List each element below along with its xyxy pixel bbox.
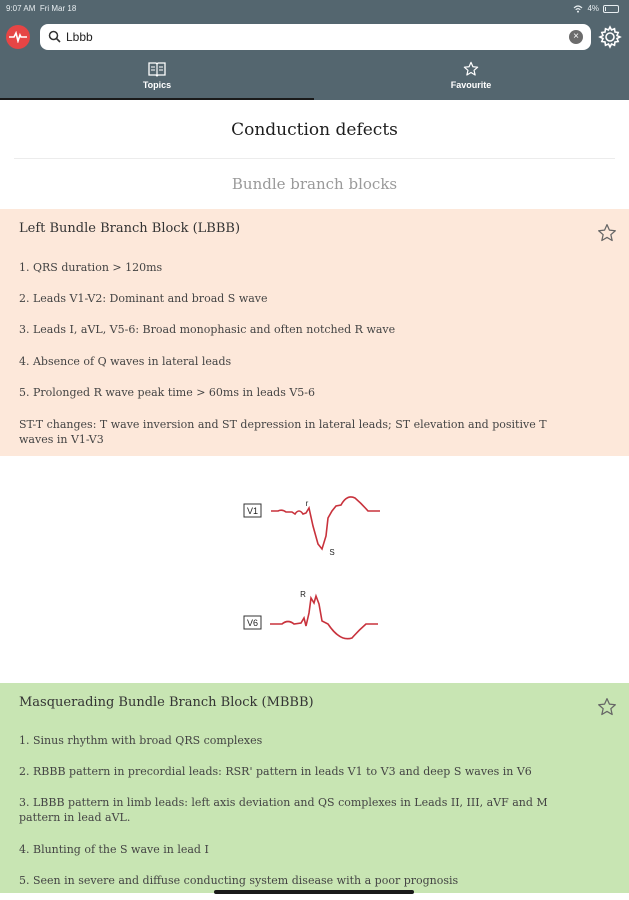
status-bar: [0, 0, 629, 18]
list-item: 5. Seen in severe and diffuse conducting system disease with a poor prognosis: [19, 874, 459, 887]
topic-card-lbbb[interactable]: [0, 209, 629, 456]
tab-favourite[interactable]: [314, 56, 628, 100]
list-item: 2. Leads V1-V2: Dominant and broad S wave: [19, 292, 268, 305]
lead-label-v6: V6: [246, 618, 259, 628]
lead-label-v1: V1: [246, 506, 259, 516]
list-item: 5. Prolonged R wave peak time > 60ms in leads V5-6: [19, 386, 316, 399]
list-item: 3. LBBB pattern in limb leads: left axis deviation and QS complexes in Leads II, III, aVF and M pattern in lead aVL.: [19, 796, 548, 824]
status-time: 9:07 AM: [6, 4, 36, 13]
tab-topics[interactable]: [0, 56, 314, 100]
status-time-date: [6, 4, 76, 13]
wifi-icon: [573, 5, 583, 13]
status-date: Fri Mar 18: [39, 4, 77, 13]
favourite-star-icon[interactable]: [597, 697, 617, 717]
wave-label-s: S: [329, 548, 335, 557]
section-title: Bundle branch blocks: [231, 175, 398, 193]
card-title: Left Bundle Branch Block (LBBB): [19, 221, 241, 236]
wave-label-r: R: [300, 590, 306, 599]
gear-icon[interactable]: [598, 25, 622, 49]
star-icon: [463, 61, 479, 77]
list-item: 3. Leads I, aVL, V5-6: Broad monophasic and often notched R wave: [19, 323, 396, 336]
page-title: Conduction defects: [231, 120, 398, 140]
topic-card-mbbb[interactable]: [0, 683, 629, 893]
ecg-trace-v1: [271, 497, 380, 549]
battery-icon: [603, 5, 619, 13]
list-item: 1. QRS duration > 120ms: [19, 261, 163, 274]
heartbeat-icon[interactable]: [6, 25, 30, 49]
ecg-trace-v6: [270, 596, 378, 639]
clear-icon[interactable]: ×: [569, 30, 583, 44]
divider: [14, 158, 615, 159]
search-bar[interactable]: [40, 24, 591, 50]
list-item: 1. Sinus rhythm with broad QRS complexes: [19, 734, 263, 747]
tab-topics-label: Topics: [142, 80, 172, 90]
search-input[interactable]: [66, 28, 566, 46]
battery-percent: 4%: [587, 4, 599, 13]
list-item: ST-T changes: T wave inversion and ST depression in lateral leads; ST elevation and positive T waves in V1-V3: [19, 418, 547, 446]
tab-favourite-label: Favourite: [450, 80, 492, 90]
book-icon: [147, 61, 167, 77]
card-title: Masquerading Bundle Branch Block (MBBB): [19, 695, 314, 710]
list-item: 4. Blunting of the S wave in lead I: [19, 843, 209, 856]
tab-bar: [0, 56, 629, 100]
status-indicators: [573, 4, 619, 13]
ecg-illustration: [0, 456, 629, 683]
top-toolbar: [0, 18, 629, 56]
ecg-svg: [0, 456, 629, 683]
list-item: 4. Absence of Q waves in lateral leads: [19, 355, 232, 368]
list-item: 2. RBBB pattern in precordial leads: RSR' pattern in leads V1 to V3 and deep S waves in V6: [19, 765, 532, 778]
home-indicator[interactable]: [214, 890, 414, 894]
favourite-star-icon[interactable]: [597, 223, 617, 243]
search-icon: [48, 30, 61, 43]
wave-label-r-small: r: [305, 499, 309, 508]
